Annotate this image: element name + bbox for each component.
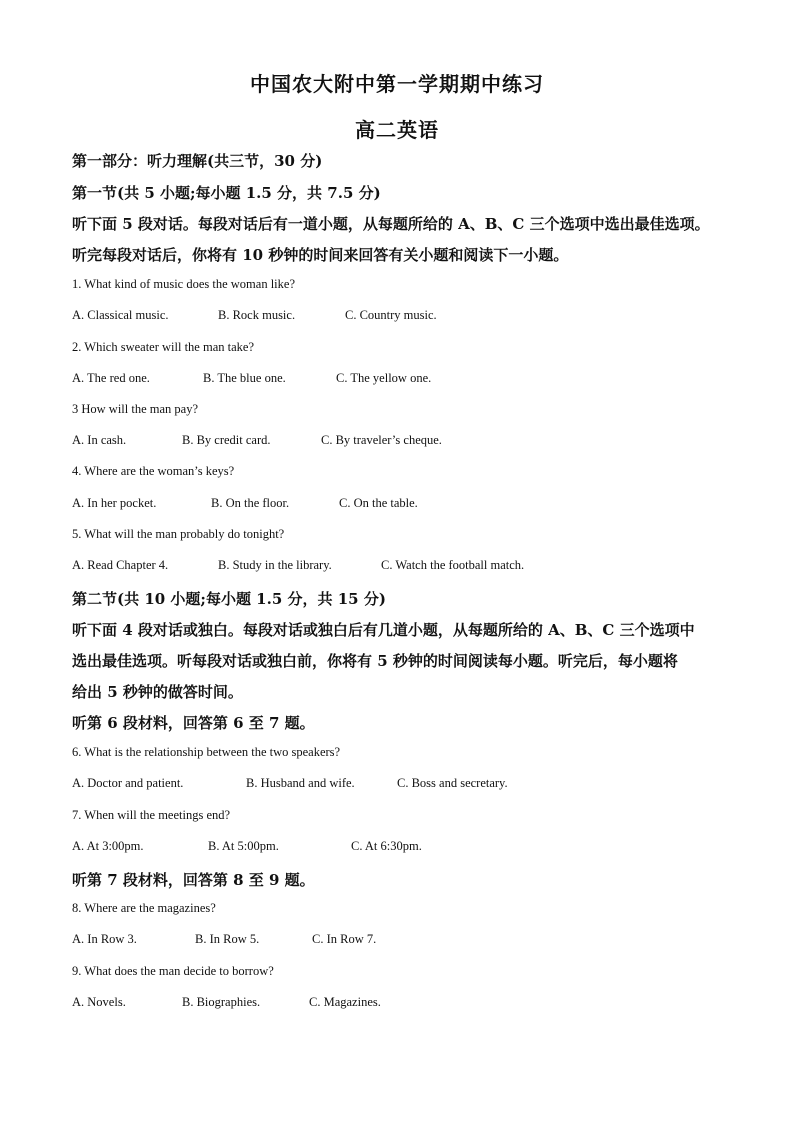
material-7-heading: 听第 7 段材料，回答第 8 至 9 题。 <box>72 871 315 889</box>
question-9-option-b: B. Biographies. <box>182 995 261 1009</box>
question-8: 8. Where are the magazines? <box>72 901 216 915</box>
material-6-heading: 听第 6 段材料，回答第 6 至 7 题。 <box>72 714 315 732</box>
section1-instruction-1: 听下面 5 段对话。每段对话后有一道小题，从每题所给的 A、B、C 三个选项中选出最佳选项。 <box>72 215 710 233</box>
question-2-option-b: B. The blue one. <box>203 371 286 385</box>
question-1-option-c: C. Country music. <box>345 308 437 322</box>
question-5-option-b: B. Study in the library. <box>218 558 332 572</box>
question-5-option-a: A. Read Chapter 4. <box>72 558 169 572</box>
question-1-option-b: B. Rock music. <box>218 308 296 322</box>
question-8-option-a: A. In Row 3. <box>72 932 137 946</box>
question-7-option-c: C. At 6:30pm. <box>351 839 422 853</box>
question-5-option-c: C. Watch the football match. <box>381 558 525 572</box>
question-9-option-c: C. Magazines. <box>309 995 381 1009</box>
section2-heading: 第二节(共 10 小题;每小题 1.5 分，共 15 分) <box>72 590 386 608</box>
question-3-option-c: C. By traveler’s cheque. <box>321 433 442 447</box>
question-2-option-a: A. The red one. <box>72 371 150 385</box>
section1-heading: 第一节(共 5 小题;每小题 1.5 分，共 7.5 分) <box>72 184 381 202</box>
question-9: 9. What does the man decide to borrow? <box>72 964 274 978</box>
question-7-option-a: A. At 3:00pm. <box>72 839 144 853</box>
section2-instruction-1: 听下面 4 段对话或独白。每段对话或独白后有几道小题，从每题所给的 A、B、C 三个选项中 <box>72 621 695 639</box>
question-7: 7. When will the meetings end? <box>72 808 231 822</box>
question-1-option-a: A. Classical music. <box>72 308 169 322</box>
question-8-option-b: B. In Row 5. <box>195 932 260 946</box>
section1-instruction-2: 听完每段对话后，你将有 10 秒钟的时间来回答有关小题和阅读下一小题。 <box>72 246 569 264</box>
question-6-option-b: B. Husband and wife. <box>246 776 355 790</box>
question-3: 3 How will the man pay? <box>72 402 199 416</box>
question-4-option-a: A. In her pocket. <box>72 496 157 510</box>
question-8-option-c: C. In Row 7. <box>312 932 377 946</box>
question-3-option-b: B. By credit card. <box>182 433 271 447</box>
question-5: 5. What will the man probably do tonight? <box>72 527 285 541</box>
section2-instruction-2: 选出最佳选项。听每段对话或独白前，你将有 5 秒钟的时间阅读每小题。听完后，每小题将 <box>72 652 678 670</box>
part1-heading: 第一部分：听力理解(共三节，30 分) <box>72 152 323 170</box>
question-4: 4. Where are the woman’s keys? <box>72 464 235 478</box>
question-6-option-c: C. Boss and secretary. <box>397 776 508 790</box>
question-4-option-c: C. On the table. <box>339 496 418 510</box>
question-6-option-a: A. Doctor and patient. <box>72 776 184 790</box>
section2-instruction-3: 给出 5 秒钟的做答时间。 <box>72 683 243 701</box>
exam-title: 中国农大附中第一学期期中练习 <box>250 72 544 96</box>
exam-subtitle: 高二英语 <box>355 118 439 142</box>
question-2: 2. Which sweater will the man take? <box>72 340 254 354</box>
question-4-option-b: B. On the floor. <box>211 496 290 510</box>
question-7-option-b: B. At 5:00pm. <box>208 839 279 853</box>
question-2-option-c: C. The yellow one. <box>336 371 432 385</box>
question-6: 6. What is the relationship between the two speakers? <box>72 745 341 759</box>
question-3-option-a: A. In cash. <box>72 433 127 447</box>
question-9-option-a: A. Novels. <box>72 995 126 1009</box>
question-1: 1. What kind of music does the woman like? <box>72 277 295 291</box>
